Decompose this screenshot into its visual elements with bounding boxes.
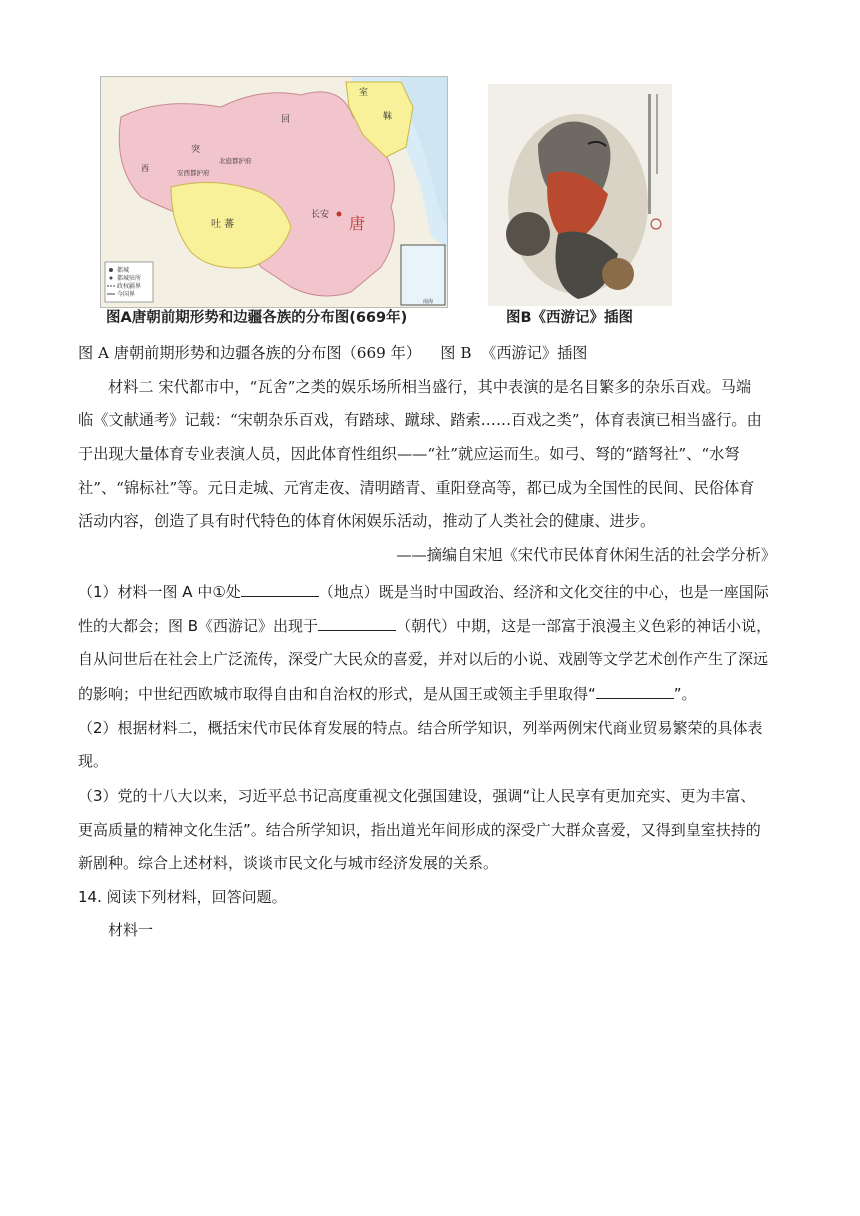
q1-line-2 [78, 614, 771, 637]
figure-a-caption: 图A唐朝前期形势和边疆各族的分布图(669年) [106, 310, 408, 326]
material2-source: ——摘编自宋旭《宋代市民体育休闲生活的社会学分析》 [396, 546, 776, 564]
material2-line-4: 社”、“锦标社”等。元日走城、元宵走夜、清明踏青、重阳登高等，都已成为全国性的民间、民俗体育 [78, 479, 755, 497]
figure-caption-line: 图 A 唐朝前期形势和边疆各族的分布图（669 年） 图 B 《西游记》插图 [78, 344, 588, 362]
legend-3: 政权疆界 [117, 283, 142, 290]
label-anxi: 安西都护府 [177, 169, 210, 177]
q14-title: 14. 阅读下列材料，回答问题。 [78, 888, 287, 906]
q1-text-1a: （1）材料一图 A 中①处 [78, 583, 241, 601]
q1-line-1 [78, 580, 769, 603]
journey-west-illustration-svg [488, 84, 672, 306]
q3-line-1: （3）党的十八大以来，习近平总书记高度重视文化强国建设，强调“让人民享有更加充实、更为丰富、 [78, 787, 756, 805]
q2-line-1: （2）根据材料二，概括宋代市民体育发展的特点。结合所学知识，列举两例宋代商业贸易繁荣的具体表 [78, 719, 763, 737]
legend-2: 都城驻所 [117, 275, 142, 282]
q1-text-4b: ”。 [673, 685, 697, 703]
tang-map-svg [101, 77, 447, 307]
material2-line-2: 临《文献通考》记载：“宋朝杂乐百戏，有踏球、蹴球、踏索……百戏之类”，体育表演已相当盛行。由 [78, 411, 762, 429]
material2-line-5: 活动内容，创造了具有时代特色的体育休闲娱乐活动，推动了人类社会的健康、进步。 [78, 512, 656, 530]
label-tujue: 突 [191, 145, 201, 155]
q3-line-2: 更高质量的精神文化生活”。结合所学知识，指出道光年间形成的深受广大群众喜爱，又得到皇室扶持的 [78, 821, 761, 839]
label-beiting: 北庭都护府 [219, 157, 252, 165]
material2-line-3: 于出现大量体育专业表演人员，因此体育性组织——“社”就应运而生。如弓、弩的“踏弩社”、“水弩 [78, 445, 740, 463]
label-huihe: 回 [281, 115, 291, 125]
legend-1: 都城 [117, 267, 130, 274]
inset-note: 南海 [423, 299, 434, 305]
label-changan: 长安 [311, 210, 330, 220]
label-tubo: 吐 蕃 [211, 219, 235, 230]
q1-blank-2[interactable] [318, 614, 396, 631]
material2-line-1: 材料二 宋代都市中，“瓦舍”之类的娱乐场所相当盛行，其中表演的是名目繁多的杂乐百戏。马端 [108, 378, 752, 396]
q1-blank-1[interactable] [241, 580, 319, 597]
south-sea-inset [401, 245, 445, 305]
figure-b-illustration [488, 84, 672, 306]
q2-line-2: 现。 [78, 752, 109, 770]
legend-4: 今国界 [117, 291, 136, 298]
label-xiyu: 西 [141, 164, 149, 173]
q1-text-2a: 性的大都会；图 B《西游记》出现于 [78, 617, 319, 635]
q1-line-4 [78, 682, 697, 705]
q1-text-1b: （地点）既是当时中国政治、经济和文化交往的中心，也是一座国际 [318, 583, 769, 601]
label-shiwei: 室 [359, 88, 369, 98]
q1-line-3: 自从问世后在社会上广泛流传，深受广大民众的喜爱，并对以后的小说、戏剧等文学艺术创作产生了深远 [78, 650, 769, 668]
q14-material1: 材料一 [108, 921, 154, 939]
q1-blank-3[interactable] [596, 682, 674, 699]
label-tang: 唐 [349, 214, 366, 233]
label-mohe: 靺 [383, 112, 393, 122]
q3-line-3: 新剧种。综合上述材料，谈谈市民文化与城市经济发展的关系。 [78, 854, 499, 872]
figure-a-map [100, 76, 448, 308]
q1-text-4a: 的影响；中世纪西欧城市取得自由和自治权的形式，是从国王或领主手里取得“ [78, 685, 596, 703]
figure-b-caption: 图B《西游记》插图 [506, 310, 634, 326]
q1-text-2b: （朝代）中期，这是一部富于浪漫主义色彩的神话小说， [396, 617, 772, 635]
